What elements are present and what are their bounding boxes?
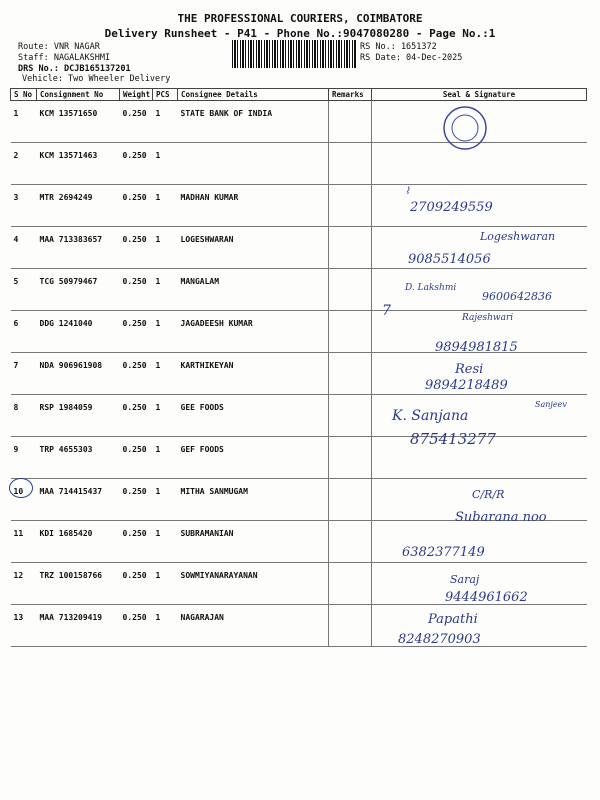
table-header-row: [11, 89, 587, 101]
cell-remarks: [329, 563, 372, 605]
cell-consignment: KDI 1685420: [37, 521, 120, 563]
handwritten-name-row8: K. Sanjana: [392, 408, 469, 424]
handwritten-mark-row6: 7: [382, 303, 391, 319]
cell-pcs: 1: [153, 395, 178, 437]
cell-remarks: [329, 353, 372, 395]
cell-consignee: STATE BANK OF INDIA: [178, 101, 329, 143]
rs-number: RS No.: 1651372: [360, 42, 437, 52]
cell-remarks: [329, 185, 372, 227]
cell-pcs: 1: [153, 353, 178, 395]
col-weight: Weight: [120, 89, 153, 101]
table-row: [11, 437, 587, 479]
cell-remarks: [329, 269, 372, 311]
vehicle-label: Vehicle: Two Wheeler Delivery: [22, 74, 171, 84]
cell-consignee: LOGESHWARAN: [178, 227, 329, 269]
handwritten-sign-row3: ⌇: [405, 186, 410, 197]
cell-pcs: 1: [153, 101, 178, 143]
cell-consignee: MADHAN KUMAR: [178, 185, 329, 227]
cell-consignee: MITHA SANMUGAM: [178, 479, 329, 521]
cell-sno: 8: [11, 395, 37, 437]
cell-weight: 0.250: [120, 269, 153, 311]
cell-remarks: [329, 101, 372, 143]
cell-weight: 0.250: [120, 605, 153, 647]
rs-date: RS Date: 04-Dec-2025: [360, 53, 463, 63]
runsheet-table: [10, 88, 587, 647]
cell-pcs: 1: [153, 269, 178, 311]
handwritten-phone-row12: 9444961662: [445, 590, 528, 605]
cell-consignment: TRP 4655303: [37, 437, 120, 479]
handwritten-extra-row8: Sanjeev: [535, 400, 567, 409]
row-10-circle-mark: [9, 478, 33, 498]
cell-consignee: JAGADEESH KUMAR: [178, 311, 329, 353]
cell-consignment: KCM 13571463: [37, 143, 120, 185]
cell-sno: 13: [11, 605, 37, 647]
cell-consignment: NDA 906961908: [37, 353, 120, 395]
cell-sno: 5: [11, 269, 37, 311]
route-label: Route: VNR NAGAR: [18, 42, 100, 52]
cell-sno: 7: [11, 353, 37, 395]
handwritten-name-row5: D. Lakshmi: [405, 283, 457, 293]
cell-weight: 0.250: [120, 227, 153, 269]
handwritten-mark-row10: C/R/R: [472, 488, 505, 501]
cell-pcs: 1: [153, 311, 178, 353]
handwritten-name-row7: Resi: [455, 362, 484, 377]
cell-pcs: 1: [153, 227, 178, 269]
table-row: [11, 605, 587, 647]
col-consignment: Consignment No: [37, 89, 120, 101]
cell-weight: 0.250: [120, 479, 153, 521]
cell-sno: 9: [11, 437, 37, 479]
cell-sno: 4: [11, 227, 37, 269]
cell-sno: 2: [11, 143, 37, 185]
cell-remarks: [329, 521, 372, 563]
staff-label: Staff: NAGALAKSHMI: [18, 53, 111, 63]
cell-remarks: [329, 395, 372, 437]
cell-pcs: 1: [153, 143, 178, 185]
cell-consignment: MAA 713383657: [37, 227, 120, 269]
table-row: [11, 101, 587, 143]
handwritten-phone-row11: 6382377149: [402, 545, 485, 560]
cell-remarks: [329, 605, 372, 647]
cell-consignee: SOWMIYANARAYANAN: [178, 563, 329, 605]
cell-remarks: [329, 437, 372, 479]
table-row: [11, 143, 587, 185]
table-row: [11, 395, 587, 437]
cell-pcs: 1: [153, 605, 178, 647]
cell-weight: 0.250: [120, 353, 153, 395]
cell-sno: 11: [11, 521, 37, 563]
handwritten-phone-row4: 9085514056: [408, 252, 491, 267]
cell-weight: 0.250: [120, 437, 153, 479]
table-row: [11, 185, 587, 227]
handwritten-name-row13: Papathi: [428, 612, 478, 627]
cell-sno: 10: [11, 479, 37, 521]
cell-consignee: [178, 143, 329, 185]
cell-remarks: [329, 311, 372, 353]
cell-consignee: GEF FOODS: [178, 437, 329, 479]
col-consignee: Consignee Details: [178, 89, 329, 101]
cell-consignee: NAGARAJAN: [178, 605, 329, 647]
company-title: THE PROFESSIONAL COURIERS, COIMBATORE: [177, 12, 423, 25]
cell-consignee: MANGALAM: [178, 269, 329, 311]
cell-consignment: MAA 713209419: [37, 605, 120, 647]
handwritten-phone-row13: 8248270903: [398, 632, 481, 647]
cell-sno: 12: [11, 563, 37, 605]
cell-weight: 0.250: [120, 311, 153, 353]
cell-weight: 0.250: [120, 395, 153, 437]
handwritten-name-row11: Subarana noo: [455, 510, 547, 525]
cell-pcs: 1: [153, 521, 178, 563]
handwritten-name-row6: Rajeshwari: [462, 313, 514, 323]
cell-consignment: TRZ 100158766: [37, 563, 120, 605]
cell-pcs: 1: [153, 437, 178, 479]
cell-pcs: 1: [153, 185, 178, 227]
cell-weight: 0.250: [120, 143, 153, 185]
handwritten-phone-row9: 875413277: [410, 430, 496, 448]
cell-remarks: [329, 479, 372, 521]
cell-consignment: DDG 1241040: [37, 311, 120, 353]
cell-pcs: 1: [153, 479, 178, 521]
col-sno: S No: [11, 89, 37, 101]
cell-sno: 1: [11, 101, 37, 143]
cell-sno: 3: [11, 185, 37, 227]
cell-signature: [372, 269, 587, 311]
handwritten-phone-row3: 2709249559: [410, 200, 493, 215]
drs-label: DRS No.: DCJB165137201: [18, 64, 131, 74]
table-row: [11, 521, 587, 563]
handwritten-phone-row5: 9600642836: [482, 290, 552, 303]
handwritten-phone-row7: 9894218489: [425, 378, 508, 393]
cell-consignee: GEE FOODS: [178, 395, 329, 437]
col-signature: Seal & Signature: [372, 89, 587, 101]
cell-consignee: KARTHIKEYAN: [178, 353, 329, 395]
col-pcs: PCS: [153, 89, 178, 101]
cell-consignment: RSP 1984059: [37, 395, 120, 437]
cell-consignment: TCG 50979467: [37, 269, 120, 311]
cell-remarks: [329, 227, 372, 269]
handwritten-name-row4: Logeshwaran: [480, 230, 556, 243]
cell-weight: 0.250: [120, 101, 153, 143]
cell-consignee: SUBRAMANIAN: [178, 521, 329, 563]
cell-consignment: KCM 13571650: [37, 101, 120, 143]
runsheet-subtitle: Delivery Runsheet - P41 - Phone No.:9047080280 - Page No.:1: [104, 27, 496, 40]
cell-remarks: [329, 143, 372, 185]
cell-pcs: 1: [153, 563, 178, 605]
barcode: [232, 40, 356, 68]
cell-weight: 0.250: [120, 563, 153, 605]
cell-sno: 6: [11, 311, 37, 353]
handwritten-name-row12: Saraj: [450, 573, 480, 586]
cell-weight: 0.250: [120, 521, 153, 563]
cell-weight: 0.250: [120, 185, 153, 227]
cell-consignment: MTR 2694249: [37, 185, 120, 227]
handwritten-phone-row6: 9894981815: [435, 340, 518, 355]
cell-consignment: MAA 714415437: [37, 479, 120, 521]
col-remarks: Remarks: [329, 89, 372, 101]
seal-stamp: [440, 103, 490, 153]
